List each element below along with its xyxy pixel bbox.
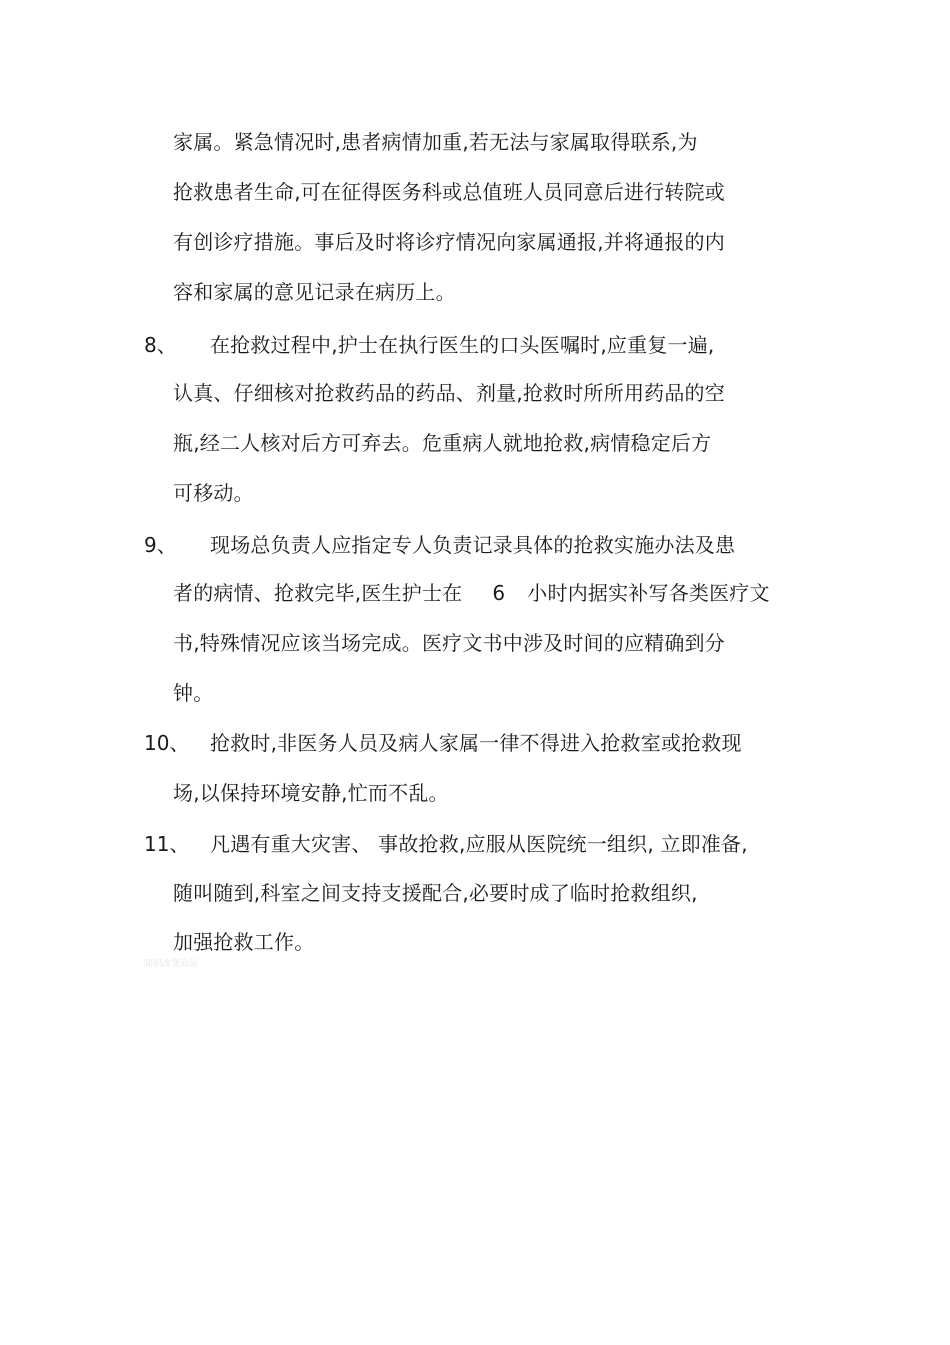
intro-line-3: 有创诊疗措施。事后及时将诊疗情况向家属通报,并将通报的内 xyxy=(173,230,725,254)
intro-line-1: 家属。紧急情况时,患者病情加重,若无法与家属取得联系,为 xyxy=(173,130,698,154)
item-8-line-3: 瓶,经二人核对后方可弃去。危重病人就地抢救,病情稳定后方 xyxy=(173,431,712,455)
item-9-line-3: 书,特殊情况应该当场完成。医疗文书中涉及时间的应精确到分 xyxy=(173,631,725,655)
item-8-lead: 在抢救过程中,护士在执行医生的口头医嘱时,应重复一遍, xyxy=(210,333,715,357)
item-9-line-2 xyxy=(173,580,770,606)
item-8-line-2: 认真、仔细核对抢救药品的药品、剂量,抢救时所所用药品的空 xyxy=(173,381,725,405)
item-11-line-2: 随叫随到,科室之间支持支援配合,必要时成了临时抢救组织, xyxy=(173,881,698,905)
item-11-line-3: 加强抢救工作。 xyxy=(173,930,315,954)
item-11-lead: 凡遇有重大灾害、 事故抢救,应服从医院统一组织, 立即准备, xyxy=(210,832,748,856)
footer-watermark: 知识改变命运 xyxy=(144,959,199,969)
item-9-lead: 现场总负责人应指定专人负责记录具体的抢救实施办法及患 xyxy=(210,533,736,557)
item-8-line-4: 可移动。 xyxy=(173,481,254,505)
item-10-lead: 抢救时,非医务人员及病人家属一律不得进入抢救室或抢救现 xyxy=(210,731,742,755)
intro-line-4: 容和家属的意见记录在病历上。 xyxy=(173,280,456,304)
item-10-number: 10、 xyxy=(144,731,190,755)
intro-line-2: 抢救患者生命,可在征得医务科或总值班人员同意后进行转院或 xyxy=(173,180,725,204)
item-11-number: 11、 xyxy=(144,832,190,856)
item-9-number: 9、 xyxy=(144,533,177,557)
item-9-line-2-before: 者的病情、抢救完毕,医生护士在 xyxy=(173,581,463,605)
item-9-hours-number: 6 xyxy=(492,581,506,605)
item-8-number: 8、 xyxy=(144,333,177,357)
item-10-line-2: 场,以保持环境安静,忙而不乱。 xyxy=(173,781,449,805)
item-9-line-4: 钟。 xyxy=(173,681,214,705)
item-9-line-2-after: 小时内据实补写各类医疗文 xyxy=(527,581,770,605)
